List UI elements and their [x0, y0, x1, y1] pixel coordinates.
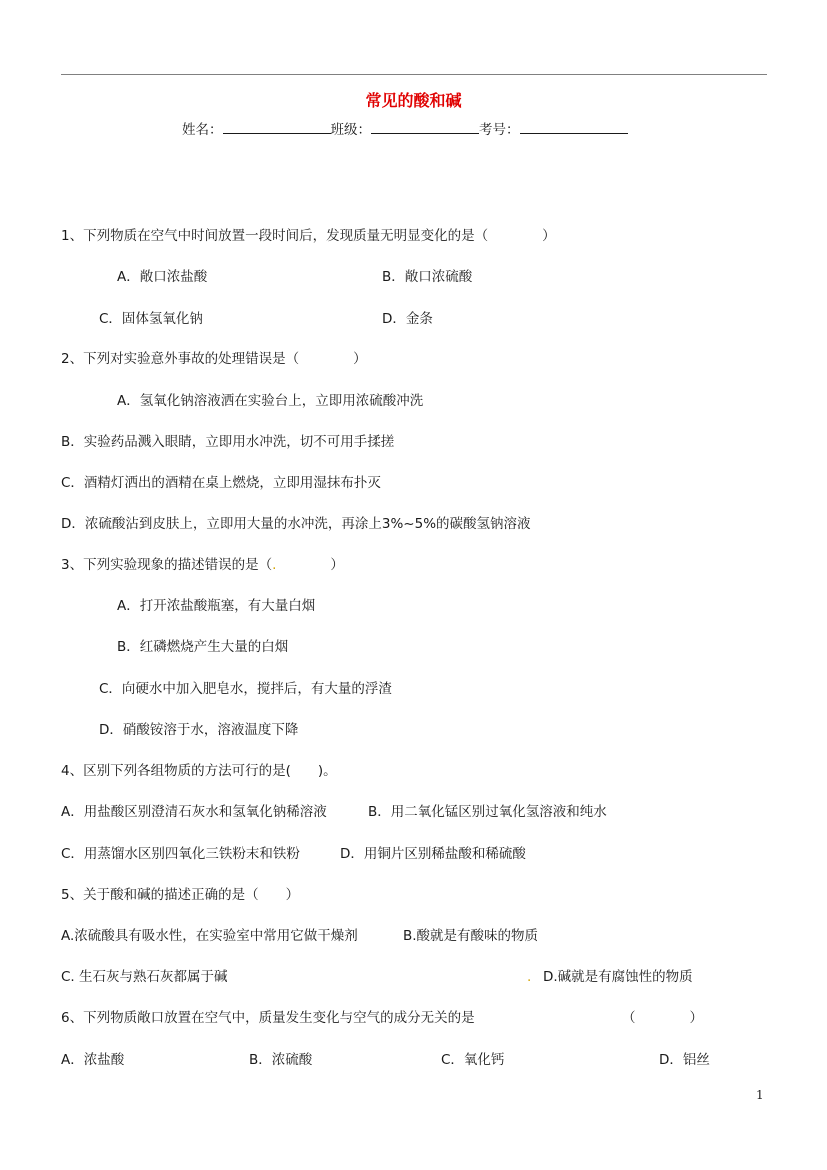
q1-option-d: D．金条 [382, 311, 433, 327]
q3-option-a: A．打开浓盐酸瓶塞，有大量白烟 [117, 598, 316, 614]
class-blank [371, 120, 479, 134]
q5-option-b: B.酸就是有酸味的物质 [403, 928, 539, 944]
q3-stem [61, 556, 344, 574]
name-blank [223, 120, 331, 134]
q1-stem: 1、下列物质在空气中时间放置一段时间后，发现质量无明显变化的是（ ） [61, 228, 556, 244]
q2-option-b: B．实验药品溅入眼睛，立即用水冲洗，切不可用手揉搓 [61, 434, 395, 450]
name-label: 姓名： [182, 122, 223, 138]
q5-dot-mark: . [527, 969, 532, 985]
q5-stem: 5、关于酸和碱的描述正确的是（ ） [61, 887, 300, 903]
q4-stem: 4、区别下列各组物质的方法可行的是( )。 [61, 763, 337, 779]
q2-option-a: A．氢氧化钠溶液洒在实验台上，立即用浓硫酸冲洗 [117, 393, 424, 409]
q3-option-b: B．红磷燃烧产生大量的白烟 [117, 639, 289, 655]
header-rule [61, 74, 767, 75]
document-title: 常见的酸和碱 [365, 91, 462, 110]
q2-option-c: C．酒精灯洒出的酒精在桌上燃烧，立即用湿抹布扑灭 [61, 475, 381, 491]
q6-option-a: A．浓盐酸 [61, 1052, 125, 1068]
student-info-line [182, 120, 628, 139]
q4-option-c: C．用蒸馏水区别四氧化三铁粉末和铁粉 [61, 846, 300, 862]
q1-option-c: C．固体氢氧化钠 [99, 311, 203, 327]
q2-stem: 2、下列对实验意外事故的处理错误是（ ） [61, 351, 367, 367]
page-number: 1 [756, 1088, 764, 1102]
q3-stem-end: ） [276, 557, 344, 573]
q3-stem-dot: . [272, 557, 277, 573]
q6-option-d: D．铝丝 [659, 1052, 710, 1068]
q3-option-c: C．向硬水中加入肥皂水，搅拌后，有大量的浮渣 [99, 681, 392, 697]
q3-option-d: D．硝酸铵溶于水，溶液温度下降 [99, 722, 299, 738]
q3-stem-start: 3、下列实验现象的描述错误的是（ [61, 557, 273, 573]
q5-option-d: D.碱就是有腐蚀性的物质 [543, 969, 693, 985]
q6-stem: 6、下列物质敞口放置在空气中，质量发生变化与空气的成分无关的是 [61, 1010, 475, 1026]
q6-option-b: B．浓硫酸 [249, 1052, 313, 1068]
class-label: 班级： [330, 122, 371, 138]
q6-option-c: C．氧化钙 [441, 1052, 505, 1068]
q1-option-b: B．敞口浓硫酸 [382, 269, 473, 285]
q4-option-a: A．用盐酸区别澄清石灰水和氢氧化钠稀溶液 [61, 804, 327, 820]
exam-number-label: 考号： [479, 122, 520, 138]
q6-answer-paren: （ ） [622, 1010, 703, 1026]
q4-option-b: B．用二氧化锰区别过氧化氢溶液和纯水 [368, 804, 607, 820]
q5-option-a: A.浓硫酸具有吸水性，在实验室中常用它做干燥剂 [61, 928, 358, 944]
exam-number-blank [520, 120, 628, 134]
q5-option-c: C. 生石灰与熟石灰都属于碱 [61, 969, 228, 985]
q4-option-d: D．用铜片区别稀盐酸和稀硫酸 [340, 846, 526, 862]
q1-option-a: A．敞口浓盐酸 [117, 269, 208, 285]
q2-option-d: D．浓硫酸沾到皮肤上，立即用大量的水冲洗，再涂上3%~5%的碳酸氢钠溶液 [61, 516, 531, 532]
